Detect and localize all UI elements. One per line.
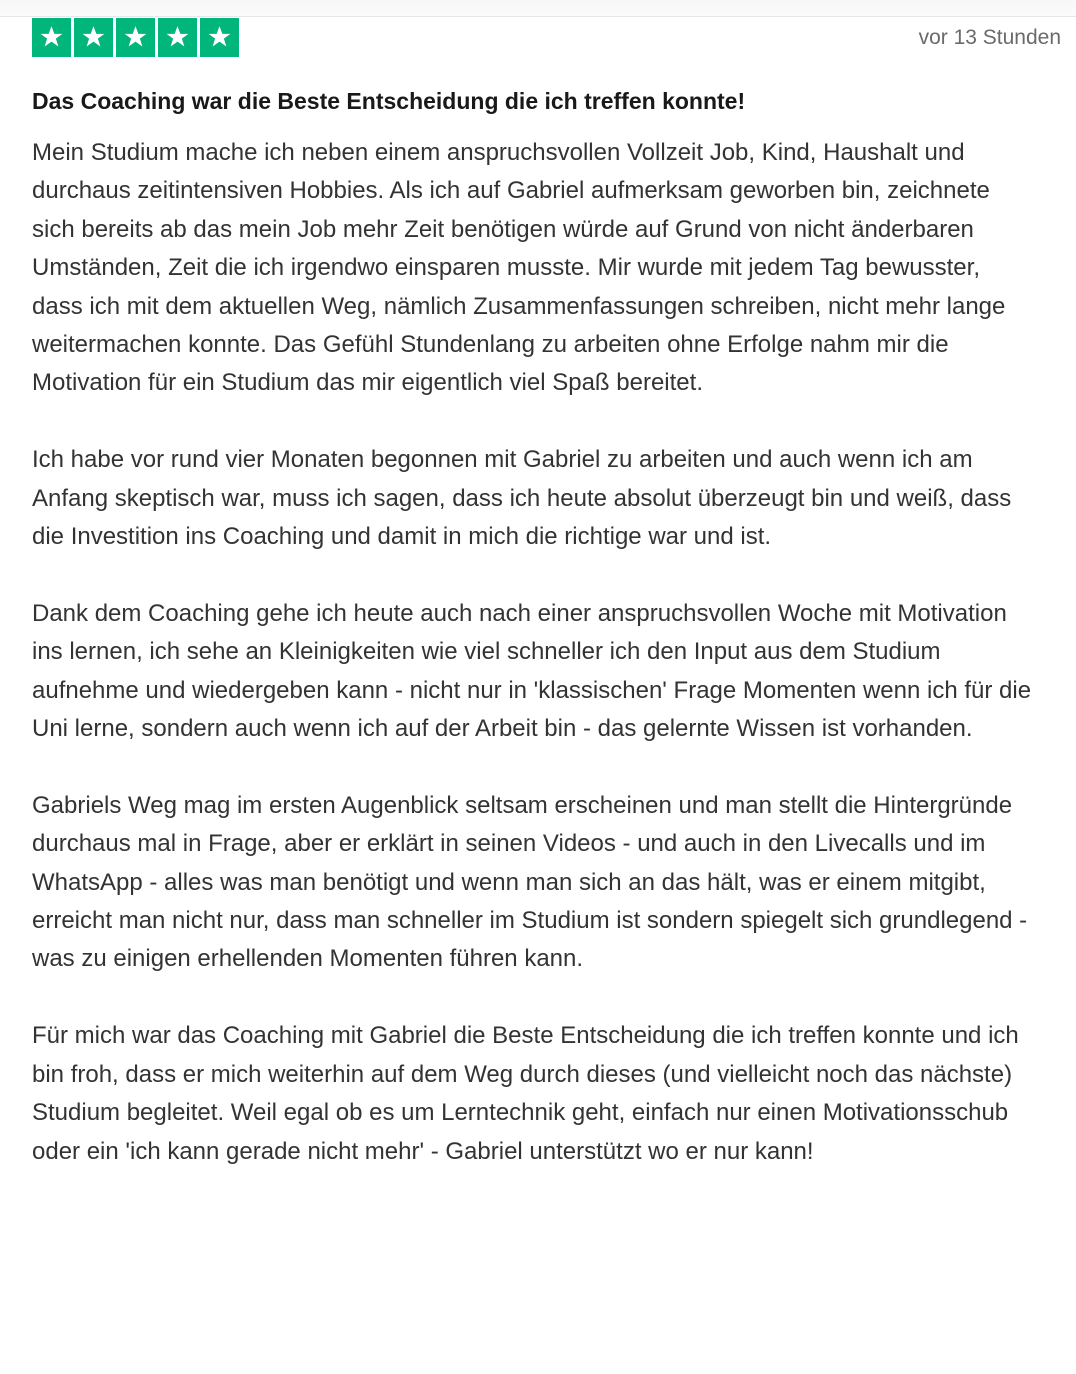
star-rating: [32, 18, 239, 57]
star-icon: [74, 18, 113, 57]
review-paragraph: Für mich war das Coaching mit Gabriel die Beste Entscheidung die ich treffen konnte und ich bin froh, dass er mich weiterhin auf dem Weg durch dieses (und vielleicht noch das nächste) Studium begleitet. Weil egal ob es um Lerntechnik geht, einfach nur einen Motivationsschub oder ein 'ich kann gerade nicht mehr' - Gabriel unterstützt wo er nur kann!: [32, 1022, 1019, 1165]
review-date: vor 13 Stunden: [918, 26, 1061, 49]
review-title: Das Coaching war die Beste Entscheidung die ich treffen konnte!: [32, 88, 746, 114]
star-icon: [163, 23, 192, 52]
review-paragraph: Ich habe vor rund vier Monaten begonnen mit Gabriel zu arbeiten und auch wenn ich am Anfang skeptisch war, muss ich sagen, dass ich heute absolut überzeugt bin und weiß, dass die Investition ins Coaching und damit in mich die richtige war und ist.: [32, 446, 1012, 551]
star-icon: [32, 18, 71, 57]
review-paragraph: Dank dem Coaching gehe ich heute auch nach einer anspruchsvollen Woche mit Motivation ins lernen, ich sehe an Kleinigkeiten wie viel schneller ich den Input aus dem Studium aufnehme und wiedergeben kann - nicht nur in 'klassischen' Frage Momenten wenn ich für die Uni lerne, sondern auch wenn ich auf der Arbeit bin - das gelernte Wissen ist vorhanden.: [32, 599, 1032, 743]
star-icon: [121, 23, 150, 52]
star-icon: [37, 23, 66, 52]
star-icon: [205, 23, 234, 52]
review-body: [32, 134, 1036, 1171]
star-icon: [79, 23, 108, 52]
star-icon: [200, 18, 239, 57]
star-icon: [158, 18, 197, 57]
star-icon: [116, 18, 155, 57]
review-paragraph: Mein Studium mache ich neben einem anspruchsvollen Vollzeit Job, Kind, Haushalt und durchaus zeitintensiven Hobbies. Als ich auf Gabriel aufmerksam geworben bin, zeichnete sich bereits ab das mein Job mehr Zeit benötigen würde auf Grund von nicht änderbaren Umständen, Zeit die ich irgendwo einsparen musste. Mir wurde mit jedem Tag bewusster, dass ich mit dem aktuellen Weg, nämlich Zusammenfassungen schreiben, nicht mehr lange weitermachen konnte. Das Gefühl Stundenlang zu arbeiten ohne Erfolge nahm mir die Motivation für ein Studium das mir eigentlich viel Spaß bereitet.: [32, 139, 1006, 397]
review-paragraph: Gabriels Weg mag im ersten Augenblick seltsam erscheinen und man stellt die Hintergründe durchaus mal in Frage, aber er erklärt in seinen Videos - und auch in den Livecalls und im WhatsApp - alles was man benötigt und wenn man sich an das hält, was er einem mitgibt, erreicht man nicht nur, dass man schneller im Studium ist sondern spiegelt sich grundlegend - was zu einigen erhellenden Momenten führen kann.: [32, 791, 1028, 973]
